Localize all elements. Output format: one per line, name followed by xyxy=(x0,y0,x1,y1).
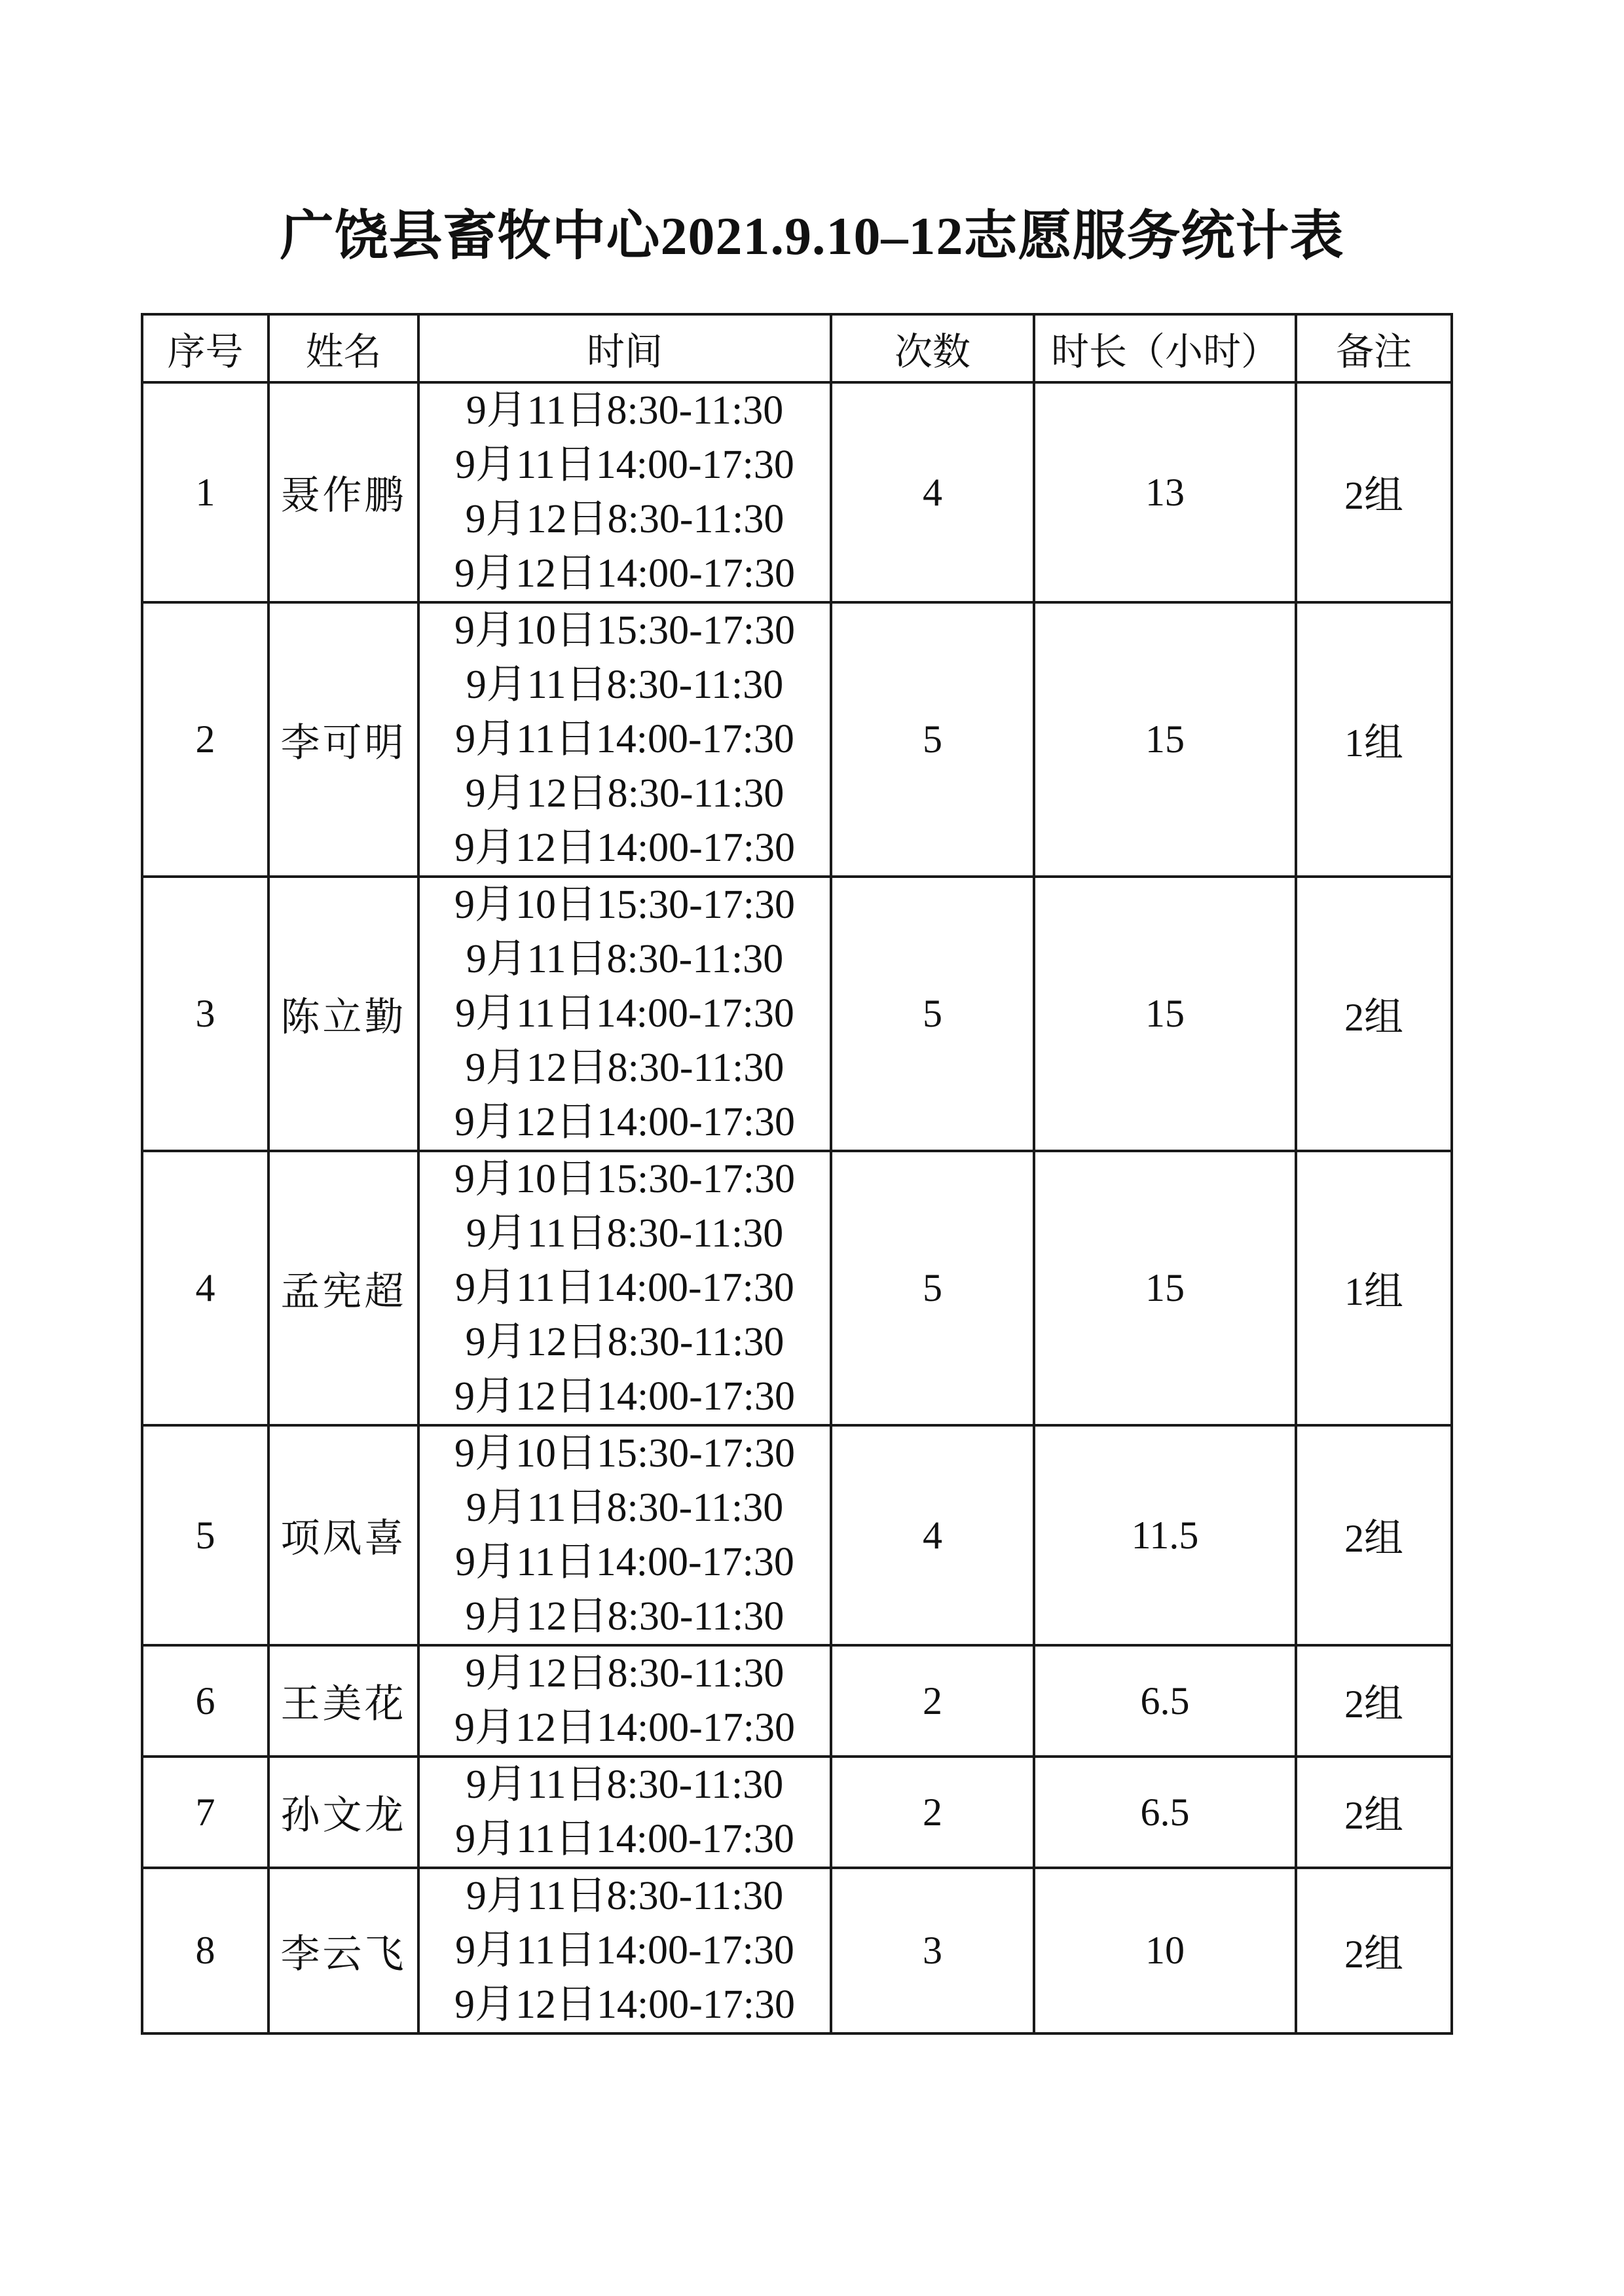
time-slot: 9月11日8:30-11:30 xyxy=(466,663,784,707)
row-count: 2 xyxy=(831,1645,1034,1757)
page-title: 广饶县畜牧中心2021.9.10–12志愿服务统计表 xyxy=(280,206,1344,266)
time-slot: 9月12日8:30-11:30 xyxy=(465,771,784,816)
time-slot: 9月12日8:30-11:30 xyxy=(465,1594,784,1639)
row-count: 4 xyxy=(831,382,1034,602)
row-index: 6 xyxy=(142,1645,268,1757)
row-count: 5 xyxy=(831,1151,1034,1425)
row-times xyxy=(418,602,831,877)
row-hours: 6.5 xyxy=(1034,1757,1296,1868)
row-note: 1组 xyxy=(1296,1151,1452,1425)
time-slot: 9月12日14:00-17:30 xyxy=(454,826,796,870)
row-note: 2组 xyxy=(1296,877,1452,1151)
table-header-row xyxy=(142,314,1452,382)
row-note: 2组 xyxy=(1296,1868,1452,2033)
row-count: 2 xyxy=(831,1757,1034,1868)
time-slot: 9月10日15:30-17:30 xyxy=(454,1157,796,1201)
header-hours: 时长（小时） xyxy=(1034,314,1296,382)
volunteer-stats-table xyxy=(141,313,1453,2035)
time-slot: 9月11日8:30-11:30 xyxy=(466,1485,784,1530)
time-slot: 9月11日14:00-17:30 xyxy=(455,1540,794,1584)
time-slot: 9月11日14:00-17:30 xyxy=(455,443,794,487)
table-row xyxy=(142,602,1452,877)
row-count: 4 xyxy=(831,1425,1034,1645)
time-slot: 9月11日8:30-11:30 xyxy=(466,1762,784,1807)
row-name: 李云飞 xyxy=(268,1868,418,2033)
row-index: 4 xyxy=(142,1151,268,1425)
time-slot: 9月11日8:30-11:30 xyxy=(466,937,784,981)
time-slot: 9月11日14:00-17:30 xyxy=(455,1817,794,1861)
row-hours: 13 xyxy=(1034,382,1296,602)
row-index: 7 xyxy=(142,1757,268,1868)
table-row xyxy=(142,1645,1452,1757)
time-slot: 9月11日14:00-17:30 xyxy=(455,1928,794,1973)
time-slot: 9月12日14:00-17:30 xyxy=(454,1374,796,1419)
row-index: 1 xyxy=(142,382,268,602)
time-slot: 9月11日8:30-11:30 xyxy=(466,388,784,433)
row-name: 王美花 xyxy=(268,1645,418,1757)
time-slot: 9月12日8:30-11:30 xyxy=(465,1046,784,1090)
header-time: 时间 xyxy=(418,314,831,382)
time-slot: 9月12日8:30-11:30 xyxy=(465,1651,784,1696)
row-name: 李可明 xyxy=(268,602,418,877)
time-slot: 9月11日14:00-17:30 xyxy=(455,717,794,761)
time-slot: 9月11日8:30-11:30 xyxy=(466,1211,784,1256)
row-count: 5 xyxy=(831,877,1034,1151)
row-hours: 10 xyxy=(1034,1868,1296,2033)
row-hours: 15 xyxy=(1034,1151,1296,1425)
row-name: 项凤喜 xyxy=(268,1425,418,1645)
row-name: 孙文龙 xyxy=(268,1757,418,1868)
row-index: 2 xyxy=(142,602,268,877)
row-name: 陈立勤 xyxy=(268,877,418,1151)
table-row xyxy=(142,1868,1452,2033)
table-row xyxy=(142,1151,1452,1425)
table-body xyxy=(142,382,1452,2033)
time-slot: 9月10日15:30-17:30 xyxy=(454,1431,796,1476)
time-slot: 9月12日8:30-11:30 xyxy=(465,497,784,541)
row-times xyxy=(418,1757,831,1868)
header-count: 次数 xyxy=(831,314,1034,382)
row-hours: 15 xyxy=(1034,602,1296,877)
table-row xyxy=(142,1425,1452,1645)
time-slot: 9月10日15:30-17:30 xyxy=(454,608,796,653)
row-note: 2组 xyxy=(1296,1757,1452,1868)
row-name: 聂作鹏 xyxy=(268,382,418,602)
row-index: 5 xyxy=(142,1425,268,1645)
row-index: 8 xyxy=(142,1868,268,2033)
time-slot: 9月12日14:00-17:30 xyxy=(454,1705,796,1750)
time-slot: 9月12日8:30-11:30 xyxy=(465,1320,784,1364)
row-note: 2组 xyxy=(1296,1425,1452,1645)
table-row xyxy=(142,877,1452,1151)
table-row xyxy=(142,382,1452,602)
time-slot: 9月12日14:00-17:30 xyxy=(454,1100,796,1144)
row-name: 孟宪超 xyxy=(268,1151,418,1425)
time-slot: 9月12日14:00-17:30 xyxy=(454,551,796,596)
row-note: 2组 xyxy=(1296,382,1452,602)
time-slot: 9月11日14:00-17:30 xyxy=(455,991,794,1036)
row-note: 1组 xyxy=(1296,602,1452,877)
row-times xyxy=(418,1151,831,1425)
row-index: 3 xyxy=(142,877,268,1151)
time-slot: 9月12日14:00-17:30 xyxy=(454,1982,796,2027)
row-count: 5 xyxy=(831,602,1034,877)
row-note: 2组 xyxy=(1296,1645,1452,1757)
row-hours: 6.5 xyxy=(1034,1645,1296,1757)
row-times xyxy=(418,1868,831,2033)
row-times xyxy=(418,1425,831,1645)
time-slot: 9月11日8:30-11:30 xyxy=(466,1874,784,1918)
row-hours: 15 xyxy=(1034,877,1296,1151)
row-hours: 11.5 xyxy=(1034,1425,1296,1645)
row-times xyxy=(418,382,831,602)
row-times xyxy=(418,877,831,1151)
time-slot: 9月10日15:30-17:30 xyxy=(454,883,796,927)
row-times xyxy=(418,1645,831,1757)
header-note: 备注 xyxy=(1296,314,1452,382)
time-slot: 9月11日14:00-17:30 xyxy=(455,1266,794,1310)
table-row xyxy=(142,1757,1452,1868)
row-count: 3 xyxy=(831,1868,1034,2033)
header-index: 序号 xyxy=(142,314,268,382)
header-name: 姓名 xyxy=(268,314,418,382)
